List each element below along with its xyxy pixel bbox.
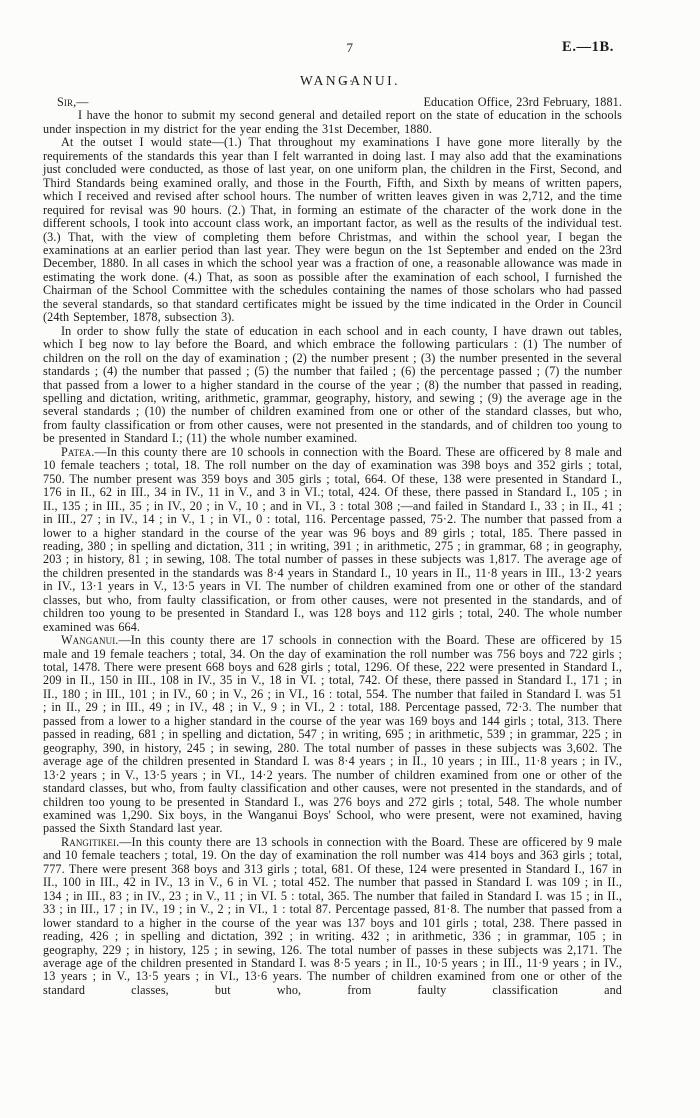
- salutation: Sir,—: [57, 95, 89, 109]
- page-number: 7: [346, 40, 354, 55]
- section-title: WANGANUI.: [299, 73, 401, 88]
- county-name: Rangitikei.: [61, 834, 120, 849]
- salutation-row: [43, 96, 622, 109]
- paragraph-text: I have the honor to submit my second general and detailed report on the state of education in the schools under inspection in my district for the year ending the 31st December, 1880.: [43, 108, 622, 136]
- paragraph-text: —In this county there are 10 schools in connection with the Board. These are officered by 8 male and 10 female teachers ; total, 18. The roll number on the day of examination was 398 boys and 352 girls ; total, 750. The number present was 359 boys and 305 girls ; total, 664. Of these, 138 were presented in Standard I., 176 in II., 62 in III., 34 in IV., 11 in V., and 3 in VI.; total, 424. Of these, there passed in Standard I., 105 ; in II., 135 ; in III., 35 ; in IV., 20 ; in V., 10 ; and in VI., 3 : total 308 ;—and failed in Standard I., 33 ; in II., 41 ; in III., 27 ; in IV., 14 ; in V., 1 ; in VI., 0 : total, 116. Percentage passed, 75·2. The number that passed from a lower to a higher standard in the course of the year was 96 boys and 89 girls ; total, 185. There passed in reading, 380 ; in spelling and dictation, 311 ; in writing, 391 ; in arithmetic, 275 ; in grammar, 68 ; in geography, 203 ; in history, 81 ; in sewing, 108. The total number of passes in these subjects was 1,817. The average age of the children presented in the standards was 8·4 years in Standard I., 10 years in II., 11·8 years in III., 13·2 years in IV., 13·1 years in V., 13·5 years in VI. The number of children examined from one or other of the standard classes, but who, from faulty classification, or from other causes, were not presented in the standards, and of children too young to be presented in Standard I., was 128 boys and 112 girls ; total, 240. The whole number examined was 664.: [43, 444, 622, 634]
- paragraph-wanganui-county: [43, 634, 622, 836]
- doc-reference: E.—1B.: [562, 39, 614, 55]
- paragraph-tables-particulars: [43, 325, 622, 446]
- paragraph-intro: [43, 109, 622, 136]
- paragraph-rangitikei-county: [43, 836, 622, 997]
- paragraph-patea-county: [43, 446, 622, 634]
- paragraph-text: —In this county there are 17 schools in connection with the Board. These are officered by 15 male and 19 female teachers ; total, 34. On the day of examination the roll number was 756 boys and 722 girls ; total, 1478. There were present 668 boys and 628 girls ; total, 1296. Of these, 222 were presented in Standard I., 209 in II., 150 in III., 108 in IV., 35 in V., 18 in VI. ; total, 742. Of these, there passed in Standard I., 171 ; in II., 180 ; in III., 101 ; in IV., 60 ; in V., 26 ; in VI., 16 : total, 554. The number that failed in Standard I. was 51 ; in II., 29 ; in III., 49 ; in IV., 48 ; in V., 9 ; in VI., 2 : total, 188. Percentage passed, 72·3. The number that passed from a lower to a higher standard in the course of the year was 169 boys and 144 girls ; total, 313. There passed in reading, 681 ; in spelling and dictation, 547 ; in writing, 695 ; in arithmetic, 539 ; in grammar, 225 ; in geography, 390, in history, 245 ; in sewing, 280. The total number of passes in these subjects was 3,602. The average age of the children presented in Standard I. was 8·4 years ; in II., 10 years ; in III., 11·8 years ; in IV., 13·2 years ; in V., 13·5 years ; in VI., 14·2 years. The number of children examined from one or other of the standard classes, but who, from faulty classification and other causes, were not presented in the standards, and of children too young to be presented in Standard I., was 276 boys and 272 girls ; total, 548. The whole number examined was 1,290. Six boys, in the Wanganui Boys' School, who were present, were not examined, having passed the Sixth Standard last year.: [43, 633, 622, 836]
- county-name: Patea.: [61, 444, 95, 459]
- county-name: Wanganui.: [61, 633, 119, 648]
- page-header: [0, 40, 700, 58]
- paragraph-outset-statements: [43, 136, 622, 324]
- paragraph-text: —In this county there are 13 schools in connection with the Board. These are officered by 9 male and 10 female teachers ; total, 19. On the day of examination the roll number was 414 boys and 363 girls ; total, 777. There were present 368 boys and 313 girls ; total, 681. Of these, 124 were presented in Standard I., 167 in II., 100 in III., 42 in IV., 13 in V., 6 in VI. ; total 452. The number that passed in Standard I. was 109 ; in II., 134 ; in III., 83 ; in IV., 23 ; in V., 11 ; in VI. 5 : total, 365. The number that failed in Standard I. was 15 ; in II., 33 ; in III., 17 ; in IV., 19 ; in V., 2 ; in VI., 1 : total 87. Percentage passed, 81·8. The number that passed from a lower standard to a higher in the course of the year was 137 boys and 101 girls ; total, 238. There passed in reading, 426 ; in spelling and dictation, 392 ; in writing. 432 ; in arithmetic, 336 ; in grammar, 105 ; in geography, 229 ; in history, 125 ; in sewing, 126. The total number of passes in these subjects was 2,171. The average age of the children presented in Standard I. was 8·5 years ; in II., 10·5 years ; in III., 11·9 years ; in IV., 13 years ; in V., 13·5 years ; in VI., 13·6 years. The number of children examined from one or other of the standard classes, but who, from faulty classification and: [43, 834, 622, 997]
- paragraph-text: In order to show fully the state of education in each school and in each county, I have drawn out tables, which I beg now to lay before the Board, and which embrace the following particulars : (1) The number of children on the roll on the day of examination ; (2) the number present ; (3) the number presented in the several standards ; (4) the number that passed ; (5) the number that failed ; (6) the percentage passed ; (7) the number that passed from a lower to a higher standard in the course of the year ; (8) the number that passed in reading, spelling and dictation, writing, arithmetic, grammar, geography, history, and sewing ; (9) the average age in the several standards ; (10) the number of children examined from one or other of the standard classes, but who, from faulty classification or from other causes, were not presented in the standards, and of children too young to be presented in Standard I.; (11) the whole number examined.: [43, 323, 622, 446]
- report-body: [43, 96, 622, 997]
- paragraph-text: At the outset I would state—(1.) That throughout my examinations I have gone more literally by the requirements of the standards this year than I felt warranted in doing last. I may also add that the examinations just concluded were conducted, as those of last year, on one uniform plan, the children in the First, Second, and Third Standards being examined orally, and those in the Fourth, Fifth, and Sixth by means of written papers, which I received and revised after school hours. The number of written leaves given in was 2,712, and the time required for revisal was 90 hours. (2.) That, in forming an estimate of the character of the work done in the different schools, I took into account class work, an important factor, as well as the results of the individual test. (3.) That, with the view of completing them before Christmas, and within the school year, I began the examinations at an earlier period than last year. They were begun on the 1st September and ended on the 23rd December, 1880. In all cases in which the school year was a fraction of one, a reasonable allowance was made in estimating the work done. (4.) That, as soon as possible after the examination of each school, I furnished the Chairman of the School Committee with the schedules containing the names of those scholars who had passed the several standards, so that standard certificates might be issued by the time indicated in the Order in Council (24th September, 1878, subsection 3).: [43, 135, 622, 325]
- dateline: Education Office, 23rd February, 1881.: [423, 95, 622, 109]
